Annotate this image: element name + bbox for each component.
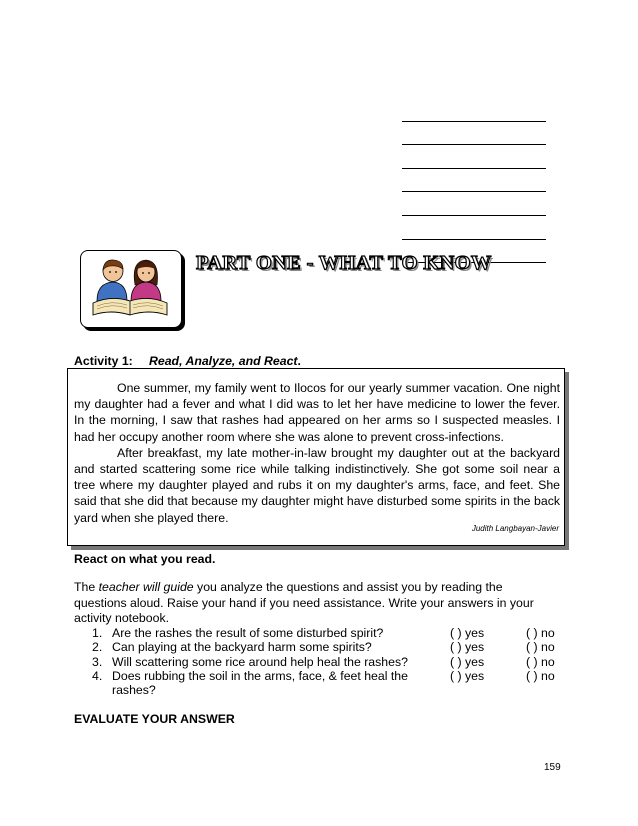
question-number: 4. — [92, 668, 103, 683]
question-item — [74, 655, 574, 669]
activity-number: Activity 1: — [74, 354, 133, 368]
yes-option: ( ) yes — [450, 654, 485, 669]
no-option: ( ) no — [526, 668, 555, 683]
activity-heading — [74, 354, 301, 368]
question-item — [74, 669, 574, 698]
no-option: ( ) no — [526, 626, 555, 640]
question-text: Can playing at the backyard harm some spirits? — [112, 640, 372, 655]
page-number: 159 — [544, 762, 561, 773]
blank-line — [402, 98, 546, 122]
answer-blank-lines — [402, 98, 546, 263]
question-number: 3. — [92, 654, 103, 669]
question-number: 2. — [92, 640, 103, 655]
activity-name: Read, Analyze, and React — [149, 354, 298, 368]
yes-option: ( ) yes — [450, 668, 485, 683]
question-list — [74, 626, 574, 697]
question-item — [74, 626, 574, 640]
question-text: Are the rashes the result of some disturbed spirit? — [112, 626, 384, 640]
reading-children-icon — [80, 250, 182, 328]
activity-suffix: . — [297, 354, 301, 368]
yes-option: ( ) yes — [450, 640, 485, 655]
yes-option: ( ) yes — [450, 626, 485, 640]
instructions — [74, 580, 554, 627]
story-paragraph: One summer, my family went to Ilocos for our yearly summer vacation. One night my daughter had a fever and what I did was to let her have medicine to lower the fever. In the morning, I saw that rashes had appeared on her arms so I suspected measles. I had her occupy another room where she was alone to prevent cross-infections. — [74, 381, 560, 444]
blank-line — [402, 122, 546, 146]
blank-line — [402, 216, 546, 240]
no-option: ( ) no — [526, 640, 555, 655]
no-option: ( ) no — [526, 654, 555, 669]
instructions-emphasis: teacher will guide — [98, 580, 194, 594]
instructions-rest: you analyze the questions and assist you by reading the questions aloud. Raise your hand if you need assistance. Write your answers in your activity notebook. — [74, 580, 534, 626]
blank-line — [402, 145, 546, 169]
blank-line — [402, 192, 546, 216]
blank-line — [402, 169, 546, 193]
story-author: Judith Langbayan-Javier — [471, 524, 559, 533]
part-title: PART ONE - WHAT TO KNOW — [196, 252, 492, 274]
question-text: Does rubbing the soil in the arms, face, & feet heal the rashes? — [112, 668, 408, 698]
instructions-prefix: The — [74, 580, 99, 594]
story-paragraph: After breakfast, my late mother-in-law brought my daughter out at the backyard and started scattering some rice while talking indistinctively. She got some soil near a tree where my daughter played and rubs it on my daughter's arms, face, and feet. She said that she did that because my daughter might have disturbed some spirits in the back yard when she played there. — [74, 445, 560, 525]
question-number: 1. — [92, 626, 103, 640]
evaluate-heading: EVALUATE YOUR ANSWER — [74, 712, 235, 726]
story-text — [74, 380, 560, 526]
story-box — [67, 368, 565, 546]
question-item — [74, 640, 574, 654]
question-text: Will scattering some rice around help heal the rashes? — [112, 654, 408, 669]
react-heading: React on what you read. — [74, 552, 216, 566]
